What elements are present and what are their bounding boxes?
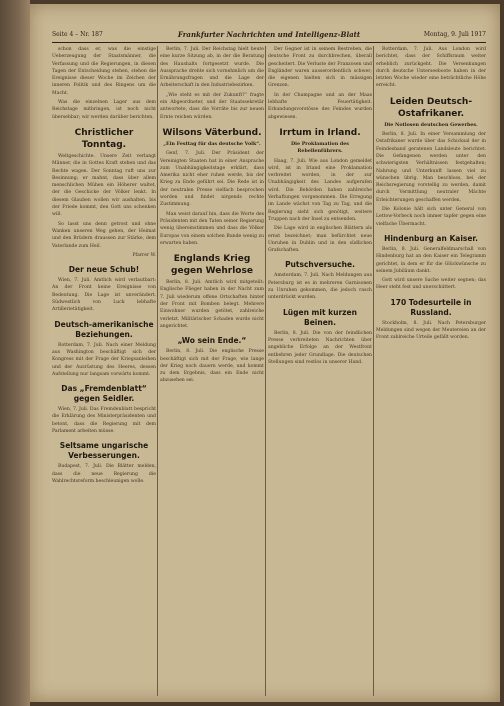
article-subheadline: „Ein Festtag für das deutsche Volk“.: [163, 140, 261, 147]
article-signature: Pfarrer W.: [132, 252, 156, 258]
column-rule: [265, 46, 266, 696]
page-number: Seite 4 – Nr. 187: [52, 31, 103, 38]
article-paragraph: Genf, 7. Juli. Der Präsident der Vereinigten Staaten hat in einer Ansprache zum Unabhängigkeitstage erklärt, dass Amerika nicht eher ruhen werde, bis der Krieg zu Ende geführt sei. Die Rede ist in der neutralen Presse vielfach besprochen worden und findet nirgends rechte Zustimmung.: [160, 151, 264, 208]
running-header: [52, 30, 486, 43]
article-headline: Christlicher Tonntag.: [74, 127, 134, 150]
article-paragraph: Stockholm, 8. Juli. Nach Petersburger Meldungen sind wegen der Meutereien an der Front zahlreiche Urteile gefällt worden.: [376, 320, 486, 341]
book-binding-edge: [0, 0, 30, 706]
article-paragraph: Berlin, 8. Juli. Generalfeldmarschall von Hindenburg hat an den Kaiser ein Telegramm gerichtet, in dem er für die Glückwünsche zu seinem Jubiläum dankt.: [376, 246, 486, 274]
article-headline: Irrtum in Irland.: [279, 127, 361, 138]
article-paragraph: Haag, 7. Juli. Wie aus London gemeldet wird, ist in Irland eine Proklamation verbreitet worden, in der zur Unabhängigkeit des Landes aufgerufen wird. Die Behörden haben zahlreiche Verhaftungen vorgenommen. Die Erregung im Lande wächst von Tag zu Tag, und die Regierung sieht sich genötigt, weitere Truppen nach der Insel zu entsenden.: [268, 158, 372, 222]
article-paragraph: Rotterdam, 7. Juli. Aus London wird berichtet, dass der Schiffsraum weiter erheblich zurückgeht. Die Versenkungen durch deutsche Unterseeboote haben in der letzten Woche wieder eine beträchtliche Höhe erreicht.: [376, 47, 486, 89]
article-headline: Der neue Schub!: [68, 265, 140, 275]
article-paragraph: „Wie steht es mit der Zukunft?“ fragte ein Abgeordneter, und der Staatssekretär antwortete, dass die Vorräte bis zur neuen Ernte reichen würden.: [160, 92, 264, 120]
article-subheadline: Die Notlosen deutschen Gewerbes.: [384, 121, 478, 128]
article-headline: Englands Krieg gegen Wehrlose: [171, 254, 253, 277]
article-headline: 170 Todesurteile in Russland.: [390, 297, 472, 317]
issue-date: Montag, 9. Juli 1917: [423, 31, 486, 38]
article-headline: Wilsons Väterbund.: [162, 127, 262, 138]
article-paragraph: Amsterdam, 7. Juli. Nach Meldungen aus Petersburg ist es in mehreren Garnisonen zu Unruhen gekommen, die jedoch rasch unterdrückt wurden.: [268, 273, 372, 301]
article-paragraph: In der Champagne und an der Maas lebhafte Feuertätigkeit. Erkundungsvorstösse des Feindes wurden abgewiesen.: [268, 92, 372, 120]
article-headline: Deutsch-amerikanische Beziehungen.: [54, 319, 154, 339]
column-2: [160, 46, 264, 696]
article-paragraph: schon dass er, was die einstige Ueberzeugung der Staatsmänner, die Verfassung und die Regierungen, in diesen Tagen der Entscheidung stehen, stehen die Ereignisse dieser Woche im Zeichen der inneren Politik und des Ringens um die Macht.: [52, 47, 156, 96]
newspaper-page: [30, 4, 500, 702]
article-headline: Leiden Deutsch-Ostafrikaner.: [389, 96, 473, 119]
column-3: [268, 46, 372, 696]
article-paragraph: Die Kolonie hält sich unter General von Lettow-Vorbeck noch immer tapfer gegen eine vielfache Übermacht.: [376, 207, 486, 227]
column-rule: [373, 46, 374, 696]
article-paragraph: Berlin, 8. Juli. Die von der feindlichen Presse verbreiteten Nachrichten über angebliche Erfolge an der Westfront entbehren jeder Grundlage. Die deutschen Stellungen sind restlos in unserer Hand.: [268, 330, 372, 365]
article-headline: Putschversuche.: [285, 260, 355, 270]
article-paragraph: So lasst uns denn getrost und ohne Wanken unseren Weg gehen, der Heimat und den Brüdern draussen zur Stärke, dem Vaterlande zum Heil.: [52, 221, 156, 249]
article-subheadline: Die Proklamation des Rebellenführers.: [291, 140, 349, 155]
column-4: [376, 46, 486, 696]
article-headline: Das „Fremdenblatt“ gegen Seidler.: [61, 384, 147, 404]
article-headline: Lügen mit kurzen Beinen.: [283, 307, 357, 327]
article-paragraph: Berlin, 8. Juli. Die englische Presse beschäftigt sich mit der Frage, wie lange der Krieg noch dauern werde, und kommt zu dem Ergebnis, dass ein Ende nicht abzusehen sei.: [160, 349, 264, 384]
article-paragraph: Wien, 7. Juli. Amtlich wird verlautbart: An der Front keine Ereignisse von Bedeutung. Die Lage ist unverändert. Südwestlich von Luck lebhafte Artillerietätigkeit.: [52, 278, 156, 313]
article-headline: „Wo sein Ende.“: [177, 336, 247, 346]
article-headline: Seltsame ungarische Verbesserungen.: [59, 441, 149, 461]
article-paragraph: Wien, 7. Juli. Das Fremdenblatt bespricht die Erklärung des Ministerpräsidenten und betont, dass die Regierung mit dem Parlament arbeiten müsse.: [52, 407, 156, 434]
article-paragraph: Weltgeschichte. Unsere Zeit verlangt Männer, die in Gottes Kraft stehen und das Rechte wagen. Der Sonntag ruft uns zur Besinnung; er mahnt, dass über allem menschlichen Mühen ein Höherer waltet, der die Geschicke der Völker lenkt. In diesem Glauben wollen wir aushalten, bis der Friede kommt, den Gott uns schenken will.: [52, 153, 156, 218]
column-1: [52, 46, 156, 696]
masthead-title: Frankfurter Nachrichten und Intelligenz-Blatt: [177, 30, 361, 39]
article-paragraph: Berlin, 7. Juli. Der Reichstag hielt heute eine kurze Sitzung ab, in der die Beratung des Haushalts fortgesetzt wurde. Die Aussprache drehte sich vornehmlich um die Ernährungsfragen und die Lage der Arbeiterschaft in den Industriebezirken.: [160, 47, 264, 89]
article-paragraph: Berlin, 8. Juli. Amtlich wird mitgeteilt: Englische Flieger haben in der Nacht zum 7. Juli wiederum offene Ortschaften hinter der Front mit Bomben belegt. Mehrere Einwohner wurden getötet, zahlreiche verletzt. Militärischer Schaden wurde nicht angerichtet.: [160, 280, 264, 329]
article-paragraph: Budapest, 7. Juli. Die Blätter melden, dass die neue Regierung die Wahlrechtsreform beschleunigen wolle.: [52, 464, 156, 484]
article-headline: Hindenburg an Kaiser.: [384, 233, 478, 243]
article-paragraph: Man weist darauf hin, dass die Worte des Präsidenten mit den Taten seiner Regierung wenig übereinstimmen und dass die Völker Europas von einem solchen Bunde wenig zu erwarten haben.: [160, 211, 264, 246]
article-paragraph: Die Lage wird in englischen Blättern als ernst bezeichnet; man befürchtet neue Unruhen in Dublin und in den südlichen Grafschaften.: [268, 226, 372, 254]
article-paragraph: Was die einzelnen Lager aus dem Reichstage mitbringen, ist noch nicht übersehbar; wir werden darüber berichten.: [52, 100, 156, 120]
column-rule: [157, 46, 158, 696]
article-paragraph: Der Gegner ist in seinem Bestreben, die deutsche Front zu durchbrechen, überall gescheitert. Die Verluste der Franzosen und Engländer waren ausserordentlich schwer; die eigenen hielten sich in mässigen Grenzen.: [268, 47, 372, 89]
article-paragraph: Gott wird unsere Sache weiter segnen; das Heer steht fest und unerschüttert.: [376, 278, 486, 291]
article-paragraph: Rotterdam, 7. Juli. Nach einer Meldung aus Washington beschäftigt sich der Kongress mit der Frage der Kriegsanleihen und der Ausrüstung des Heeres, dessen Aufstellung nur langsam vorwärts kommt.: [52, 342, 156, 377]
article-paragraph: Berlin, 8. Juli. In einer Versammlung der Ostafrikaner wurde über das Schicksal der in Feindeshand geratenen Landsleute berichtet. Die Gefangenen werden unter den schwierigsten Verhältnissen festgehalten; Nahrung und Unterkunft lassen viel zu wünschen übrig. Man beschloss, bei der Reichsregierung vorstellig zu werden, damit durch Vermittlung neutraler Mächte Erleichterungen geschaffen werden.: [376, 132, 486, 203]
